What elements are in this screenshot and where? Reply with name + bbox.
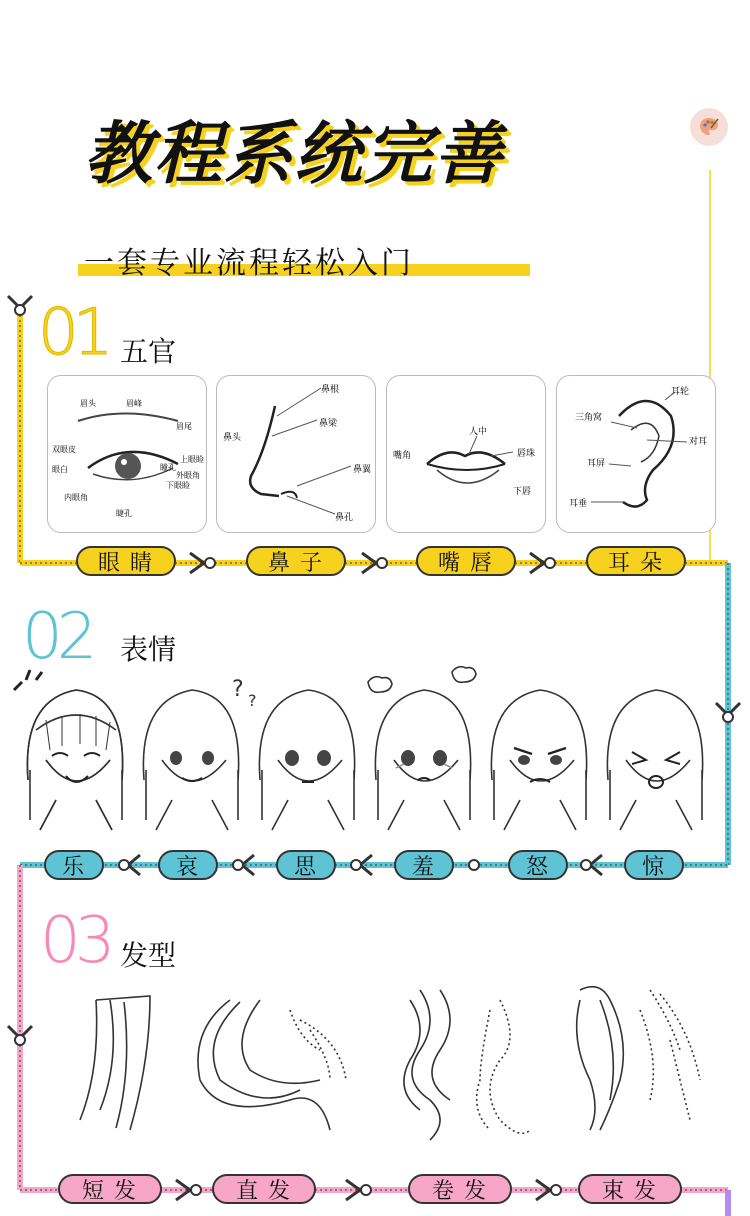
eye-diagram-card	[47, 375, 207, 533]
tag-anger[interactable]: 怒	[508, 850, 568, 880]
label-lower-lid: 下眼睑	[166, 481, 190, 490]
label-brow-head: 眉头	[80, 399, 96, 408]
label-brow-peak: 眉峰	[126, 399, 142, 408]
label-lower-lip: 下唇	[513, 487, 532, 497]
tag-ears[interactable]: 耳朵	[586, 546, 686, 576]
label-lash-hole: 睫孔	[116, 509, 132, 518]
label-philtrum: 人中	[469, 427, 488, 437]
section-number: 01	[38, 296, 108, 370]
page-title: 教程系统完善	[84, 115, 505, 194]
section-number: 03	[40, 904, 110, 978]
tag-eyes[interactable]: 眼睛	[76, 546, 176, 576]
section-title: 五官	[120, 335, 177, 368]
nose-diagram-card	[216, 375, 376, 533]
palette-icon	[690, 108, 728, 146]
lips-diagram-card	[386, 375, 546, 533]
label-lip-bead: 唇珠	[517, 449, 536, 459]
tag-shy[interactable]: 羞	[394, 850, 454, 880]
label-antihelix: 对耳	[689, 437, 708, 447]
tag-thought[interactable]: 思	[276, 850, 336, 880]
tag-joy[interactable]: 乐	[44, 850, 104, 880]
tag-short-hair[interactable]: 短发	[58, 1174, 162, 1204]
label-pupil: 瞳孔	[160, 463, 176, 472]
label-nose-bridge: 鼻梁	[319, 419, 338, 429]
label-nostril: 鼻孔	[335, 513, 354, 523]
tag-tied-hair[interactable]: 束发	[578, 1174, 682, 1204]
label-triangular-fossa: 三角窝	[575, 413, 603, 423]
section-title: 表情	[120, 633, 177, 666]
tag-curly-hair[interactable]: 卷发	[408, 1174, 512, 1204]
label-nose-root: 鼻根	[321, 385, 340, 395]
page-subtitle: 一套专业流程轻松入门	[84, 246, 414, 281]
tag-straight-hair[interactable]: 直发	[212, 1174, 316, 1204]
tag-sorrow[interactable]: 哀	[158, 850, 218, 880]
tag-lips[interactable]: 嘴唇	[416, 546, 516, 576]
label-mouth-corner: 嘴角	[393, 451, 412, 461]
label-eye-white: 眼白	[52, 465, 68, 474]
label-tragus: 耳屏	[587, 459, 606, 469]
label-nose-tip: 鼻头	[223, 433, 242, 443]
svg-text:?: ?	[248, 691, 257, 710]
nose-diagram	[217, 376, 375, 532]
label-brow-tail: 眉尾	[176, 422, 192, 431]
label-inner-corner: 内眼角	[64, 493, 88, 502]
label-double-lid: 双眼皮	[52, 445, 76, 454]
label-nose-wing: 鼻翼	[353, 465, 372, 475]
svg-text:?: ?	[232, 677, 244, 702]
label-outer-corner: 外眼角	[176, 471, 200, 480]
tag-nose[interactable]: 鼻子	[246, 546, 346, 576]
section-number: 02	[22, 600, 92, 674]
hairstyle-sketches	[0, 980, 750, 1160]
label-earlobe: 耳垂	[569, 499, 588, 509]
ear-diagram-card	[556, 375, 716, 533]
label-helix: 耳轮	[671, 387, 690, 397]
expression-faces	[0, 660, 750, 840]
tag-surprise[interactable]: 惊	[624, 850, 684, 880]
label-upper-lid: 上眼睑	[180, 455, 204, 464]
section-title: 发型	[120, 939, 177, 972]
